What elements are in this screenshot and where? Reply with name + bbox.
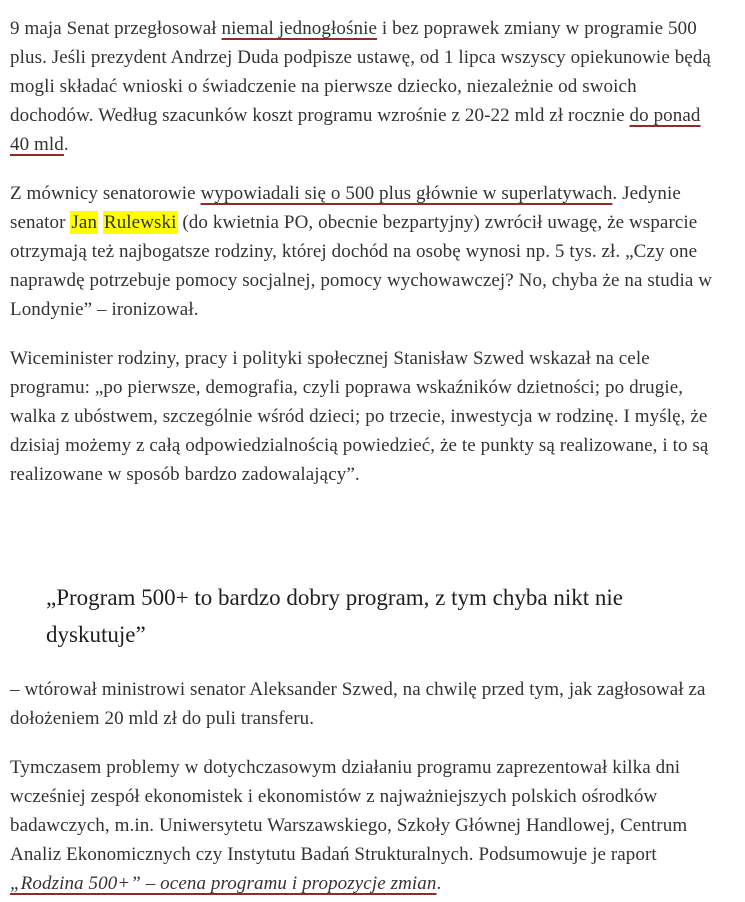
pull-quote (46, 579, 686, 653)
paragraph (10, 14, 717, 159)
text-run: . (436, 873, 442, 894)
text-run: Z mównicy senatorowie (10, 183, 201, 204)
text-run: . Jedynie senator (10, 183, 681, 233)
inline-link[interactable]: wypowiadali się o 500 plus głównie w superlatywach (200, 183, 613, 204)
inline-link[interactable]: „Rodzina 500+” – ocena programu i propozycje zmian (10, 873, 437, 894)
paragraph (10, 344, 717, 489)
inline-link[interactable]: niemal jednogłośnie (221, 18, 377, 39)
inline-link[interactable]: do ponad 40 mld (10, 105, 701, 155)
text-run: Wiceminister rodziny, pracy i polityki społecznej Stanisław Szwed wskazał na cele programu: „po pierwsze, demografia, czyli poprawa wskaźników dzietności; po drugie, walka z ubóstwem, szczególnie wśród dzieci; po trzecie, inwestycja w rodzinę. I myślę, że dzisiaj możemy z całą odpowiedzialnością powiedzieć, że te punkty są realizowane, i to są realizowane w sposób bardzo zadowalający”. (10, 348, 709, 485)
text-run: (do kwietnia PO, obecnie bezpartyjny) zwrócił uwagę, że wsparcie otrzymają też najbogatsze rodziny, której dochód na osobę wynosi np. 5 tys. zł. „Czy one naprawdę potrzebuje pomocy socjalnej, pomocy wychowawczej? No, chyba że na studia w Londynie” – ironizował. (10, 212, 713, 320)
search-highlight: Jan (71, 212, 98, 233)
search-highlight: Rulewski (103, 212, 177, 233)
text-run: – wtórował ministrowi senator Aleksander Szwed, na chwilę przed tym, jak zagłosował za dołożeniem 20 mld zł do puli transferu. (10, 679, 706, 729)
paragraph (10, 675, 717, 733)
paragraph (10, 179, 717, 324)
paragraph (10, 753, 717, 898)
text-run: i bez poprawek zmiany w programie 500 plus. Jeśli prezydent Andrzej Duda podpisze ustawę, od 1 lipca wszyscy opiekunowie będą mogli składać wnioski o świadczenie na pierwsze dziecko, niezależnie od swoich dochodów. Według szacunków koszt programu wzrośnie z 20-22 mld zł rocznie (10, 18, 711, 126)
text-run: 9 maja Senat przegłosował (10, 18, 222, 39)
text-run: Tymczasem problemy w dotychczasowym działaniu programu zaprezentował kilka dni wcześniej zespół ekonomistek i ekonomistów z najważniejszych polskich ośrodków badawczych, m.in. Uniwersytetu Warszawskiego, Szkoły Głównej Handlowej, Centrum Analiz Ekonomicznych czy Instytutu Badań Strukturalnych. Podsumowuje je raport (10, 757, 688, 865)
text-run: „Program 500+ to bardzo dobry program, z tym chyba nikt nie dyskutuje” (46, 585, 623, 647)
text-run: . (63, 134, 69, 155)
